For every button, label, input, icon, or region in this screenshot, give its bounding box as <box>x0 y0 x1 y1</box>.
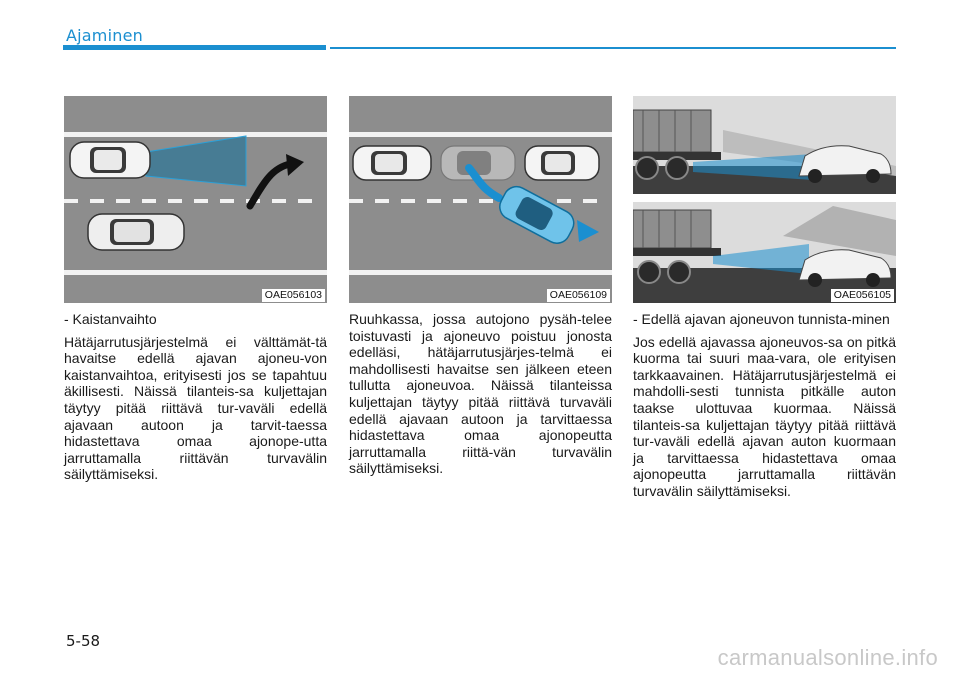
column-left <box>64 311 327 489</box>
cut-out-illustration <box>349 96 612 303</box>
subheading-vehicle-detection: - Edellä ajavan ajoneuvon tunnista-minen <box>633 311 890 327</box>
subheading-lane-change: - Kaistanvaihto <box>64 311 157 327</box>
watermark: carmanualsonline.info <box>717 645 938 670</box>
figure-code: OAE056105 <box>831 289 894 302</box>
car-stopped-icon <box>525 146 599 180</box>
figure-long-load <box>633 96 896 303</box>
column-right <box>633 311 896 506</box>
car-front-icon <box>70 142 150 178</box>
paragraph-lane-change: Hätäjarrutusjärjestelmä ei välttämät-tä havaitse edellä ajavan ajoneu-von kaistanvaihtoa, erityisesti jos se tapahtuu äkillisesti. Näissä tilanteis-sa kuljettajan täytyy pitää riittävä tur-vaväli edellä ajavaan autoon ja tarvit-taessa hidastettava omaa ajonope-utta jarruttamalla riittävän turvavälin säilyttämiseksi. <box>64 333 327 483</box>
section-title: Ajaminen <box>66 26 143 45</box>
header-rule-thin <box>330 47 896 49</box>
lane-change-illustration <box>64 96 327 303</box>
header-rule-thick <box>63 45 326 50</box>
figure-lane-change <box>64 96 327 303</box>
figure-cut-out <box>349 96 612 303</box>
page-number: 5-58 <box>66 632 101 650</box>
car-own-icon <box>353 146 431 180</box>
car-own-icon <box>88 214 184 250</box>
long-load-illustration <box>633 96 896 303</box>
paragraph-cut-out: Ruuhkassa, jossa autojono pysäh-telee toistuvasti ja ajoneuvo poistuu jonosta edelläsi, hätäjarrutusjärjes-telmä ei mahdollisesti havaitse sen jälkeen eteen tullutta ajoneuvoa. Näissä tilanteissa kuljettajan täytyy pitää riittävä turvaväli edellä ajavaan autoon ja tarvittaessa hidastettava omaa ajonopeutta jarruttamalla riittä-vän turvavälin säilyttämiseksi. <box>349 311 612 477</box>
paragraph-vehicle-detection: Jos edellä ajavassa ajoneuvos-sa on pitkä kuorma tai suuri maa-vara, ole erityisen tarkkaavainen. Hätäjarrutusjärjestelmä ei mahdolli-sesti tunnista pitkälle auton taakse ulottuvaa kuormaa. Näissä tilanteis-sa kuljettajan täytyy pitää riittävä tur-vaväli edellä ajavan auton kuormaan ja tarvittaessa hidastettava omaa ajonopeutta jarruttamalla riittävän turvavälin säilyttämiseksi. <box>633 333 896 499</box>
column-middle <box>349 311 612 483</box>
figure-code: OAE056109 <box>547 289 610 302</box>
figure-code: OAE056103 <box>262 289 325 302</box>
